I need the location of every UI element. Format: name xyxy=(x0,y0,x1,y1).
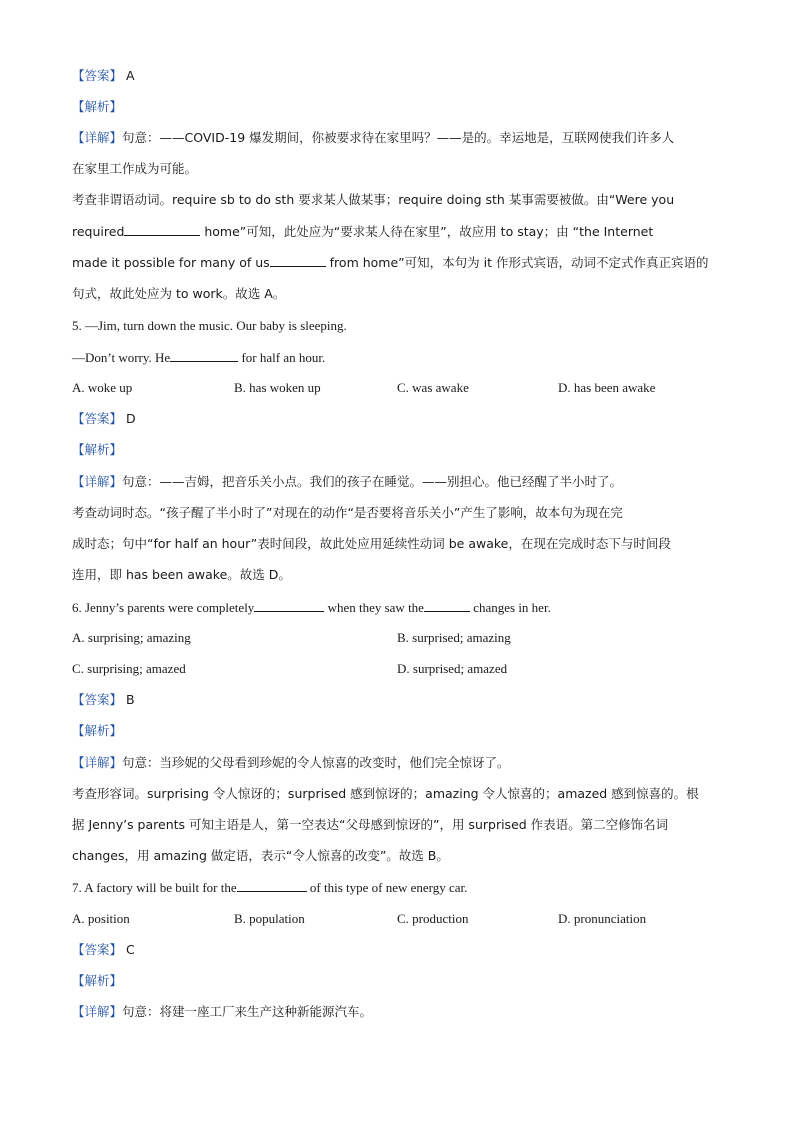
answer-tag: 【答案】 xyxy=(72,68,123,83)
stem-text: of this type of new energy car. xyxy=(306,880,468,895)
option-b: B. population xyxy=(234,911,305,926)
answer-line xyxy=(72,68,135,84)
detail-text: made it possible for many of us xyxy=(72,255,270,270)
detail-line xyxy=(72,474,622,490)
option-c: C. production xyxy=(397,911,469,926)
detail-text-line: 考查非谓语动词。require sb to do sth 要求某人做某事；require doing sth 某事需要被做。由“Were you xyxy=(72,192,675,207)
answer-value: B xyxy=(126,692,135,707)
detail-text-line: 考查形容词。surprising 令人惊讶的；surprised 感到惊讶的；amazing 令人惊喜的；amazed 感到惊喜的。根 xyxy=(72,786,699,801)
answer-tag: 【答案】 xyxy=(72,411,123,426)
option-c: C. surprising; amazed xyxy=(72,661,186,676)
detail-text-line xyxy=(72,223,653,240)
answer-line xyxy=(72,692,135,708)
blank-line xyxy=(170,349,238,362)
stem-text: —Don’t worry. He xyxy=(72,350,171,365)
detail-tag: 【详解】 xyxy=(72,755,123,770)
detail-text: 句意：——COVID-19 爆发期间，你被要求待在家里吗？——是的。幸运地是，互联网使我们许多人 xyxy=(122,130,675,145)
answer-value: C xyxy=(126,942,135,957)
question-stem xyxy=(72,599,551,616)
detail-text-line xyxy=(72,254,708,271)
detail-text-line: 句式，故此处应为 to work。故选 A。 xyxy=(72,286,286,301)
detail-text: required xyxy=(72,224,125,239)
detail-text-line: 在家里工作成为可能。 xyxy=(72,161,198,176)
stem-text: when they saw the xyxy=(324,600,424,615)
detail-text: home”可知，此处应为“要求某人待在家里”，故应用 to stay；由 “the Internet xyxy=(200,224,654,239)
answer-line xyxy=(72,942,135,958)
blank-line xyxy=(270,254,326,267)
question-stem xyxy=(72,879,467,896)
answer-tag: 【答案】 xyxy=(72,692,123,707)
option-a: A. woke up xyxy=(72,380,133,395)
question-stem xyxy=(72,349,325,366)
option-a: A. position xyxy=(72,911,130,926)
analysis-tag: 【解析】 xyxy=(72,99,123,114)
stem-text: for half an hour. xyxy=(238,350,326,365)
detail-tag: 【详解】 xyxy=(72,130,123,145)
analysis-tag: 【解析】 xyxy=(72,442,123,457)
blank-line xyxy=(254,599,324,612)
option-c: C. was awake xyxy=(397,380,469,395)
detail-text: 句意：将建一座工厂来生产这种新能源汽车。 xyxy=(122,1004,373,1019)
answer-value: A xyxy=(126,68,135,83)
detail-line xyxy=(72,1004,372,1020)
detail-text: 句意：当珍妮的父母看到珍妮的令人惊喜的改变时，他们完全惊讶了。 xyxy=(122,755,510,770)
stem-text: changes in her. xyxy=(469,600,551,615)
answer-tag: 【答案】 xyxy=(72,942,123,957)
detail-text: from home”可知，本句为 it 作形式宾语，动词不定式作真正宾语的 xyxy=(325,255,709,270)
detail-text-line: 成时态；句中“for half an hour”表时间段，故此处应用延续性动词 be awake，在现在完成时态下与时间段 xyxy=(72,536,671,551)
detail-text: 句意：——吉姆，把音乐关小点。我们的孩子在睡觉。——别担心。他已经醒了半小时了。 xyxy=(122,474,623,489)
blank-line xyxy=(424,599,470,612)
blank-line xyxy=(237,879,307,892)
analysis-line xyxy=(72,973,122,989)
option-d: D. pronunciation xyxy=(558,911,647,926)
blank-line xyxy=(124,223,200,236)
analysis-line xyxy=(72,99,122,115)
option-b: B. surprised; amazing xyxy=(397,630,511,645)
question-stem: 5. —Jim, turn down the music. Our baby is sleeping. xyxy=(72,318,347,333)
stem-text: 7. A factory will be built for the xyxy=(72,880,237,895)
stem-text: 6. Jenny’s parents were completely xyxy=(72,600,255,615)
detail-text-line: 考查动词时态。“孩子醒了半小时了”对现在的动作“是否要将音乐关小”产生了影响，故本句为现在完 xyxy=(72,505,623,520)
option-d: D. has been awake xyxy=(558,380,656,395)
detail-text-line: changes，用 amazing 做定语，表示“令人惊喜的改变”。故选 B。 xyxy=(72,848,449,863)
answer-line xyxy=(72,411,136,427)
analysis-tag: 【解析】 xyxy=(72,973,123,988)
detail-text-line: 据 Jenny’s parents 可知主语是人，第一空表达“父母感到惊讶的”，用 surprised 作表语。第二空修饰名词 xyxy=(72,817,669,832)
detail-line xyxy=(72,755,510,771)
analysis-line xyxy=(72,723,122,739)
option-a: A. surprising; amazing xyxy=(72,630,191,645)
detail-text-line: 连用，即 has been awake。故选 D。 xyxy=(72,567,291,582)
option-b: B. has woken up xyxy=(234,380,321,395)
option-d: D. surprised; amazed xyxy=(397,661,508,676)
analysis-tag: 【解析】 xyxy=(72,723,123,738)
detail-tag: 【详解】 xyxy=(72,1004,123,1019)
analysis-line xyxy=(72,442,122,458)
answer-value: D xyxy=(126,411,136,426)
detail-line xyxy=(72,130,674,146)
detail-tag: 【详解】 xyxy=(72,474,123,489)
